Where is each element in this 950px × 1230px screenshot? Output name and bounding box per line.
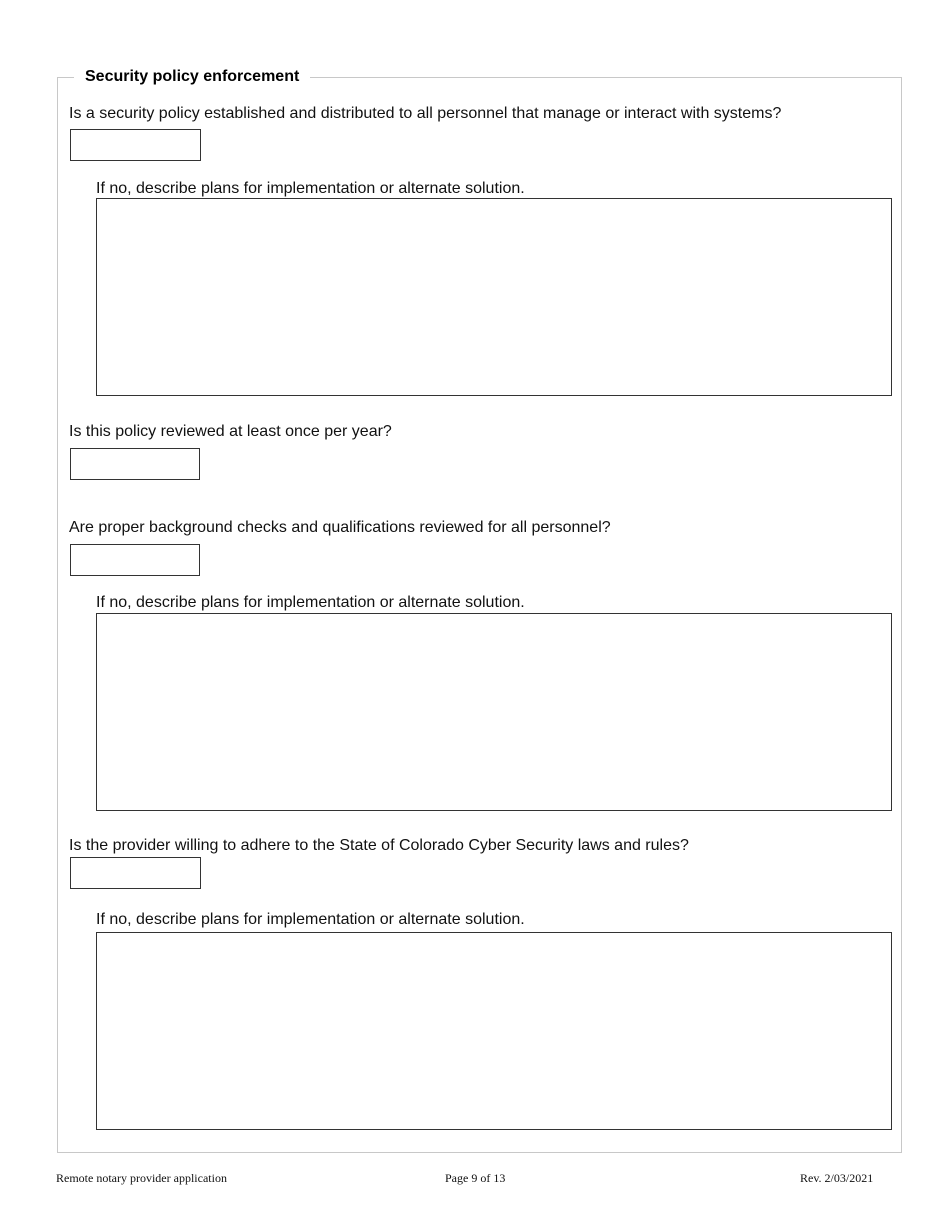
question-background-checks: Are proper background checks and qualifications reviewed for all personnel? [69, 519, 611, 536]
cyber-security-followup-label: If no, describe plans for implementation or alternate solution. [96, 911, 525, 928]
footer-document-title: Remote notary provider application [56, 1171, 227, 1185]
section-title: Security policy enforcement [74, 66, 310, 88]
background-checks-answer-field[interactable] [70, 544, 200, 576]
footer-revision: Rev. 2/03/2021 [800, 1171, 874, 1185]
footer-page-number: Page 9 of 13 [445, 1171, 506, 1185]
cyber-security-answer-field[interactable] [70, 857, 201, 889]
background-checks-followup-label: If no, describe plans for implementation or alternate solution. [96, 594, 525, 611]
cyber-security-followup-textarea[interactable] [96, 932, 892, 1130]
question-security-policy: Is a security policy established and distributed to all personnel that manage or interact with systems? [69, 105, 782, 122]
security-policy-followup-label: If no, describe plans for implementation or alternate solution. [96, 180, 525, 197]
question-cyber-security-laws: Is the provider willing to adhere to the State of Colorado Cyber Security laws and rules? [69, 837, 689, 854]
background-checks-followup-textarea[interactable] [96, 613, 892, 811]
security-policy-answer-field[interactable] [70, 129, 201, 161]
policy-review-answer-field[interactable] [70, 448, 200, 480]
security-policy-followup-textarea[interactable] [96, 198, 892, 396]
question-policy-review: Is this policy reviewed at least once per year? [69, 423, 392, 440]
